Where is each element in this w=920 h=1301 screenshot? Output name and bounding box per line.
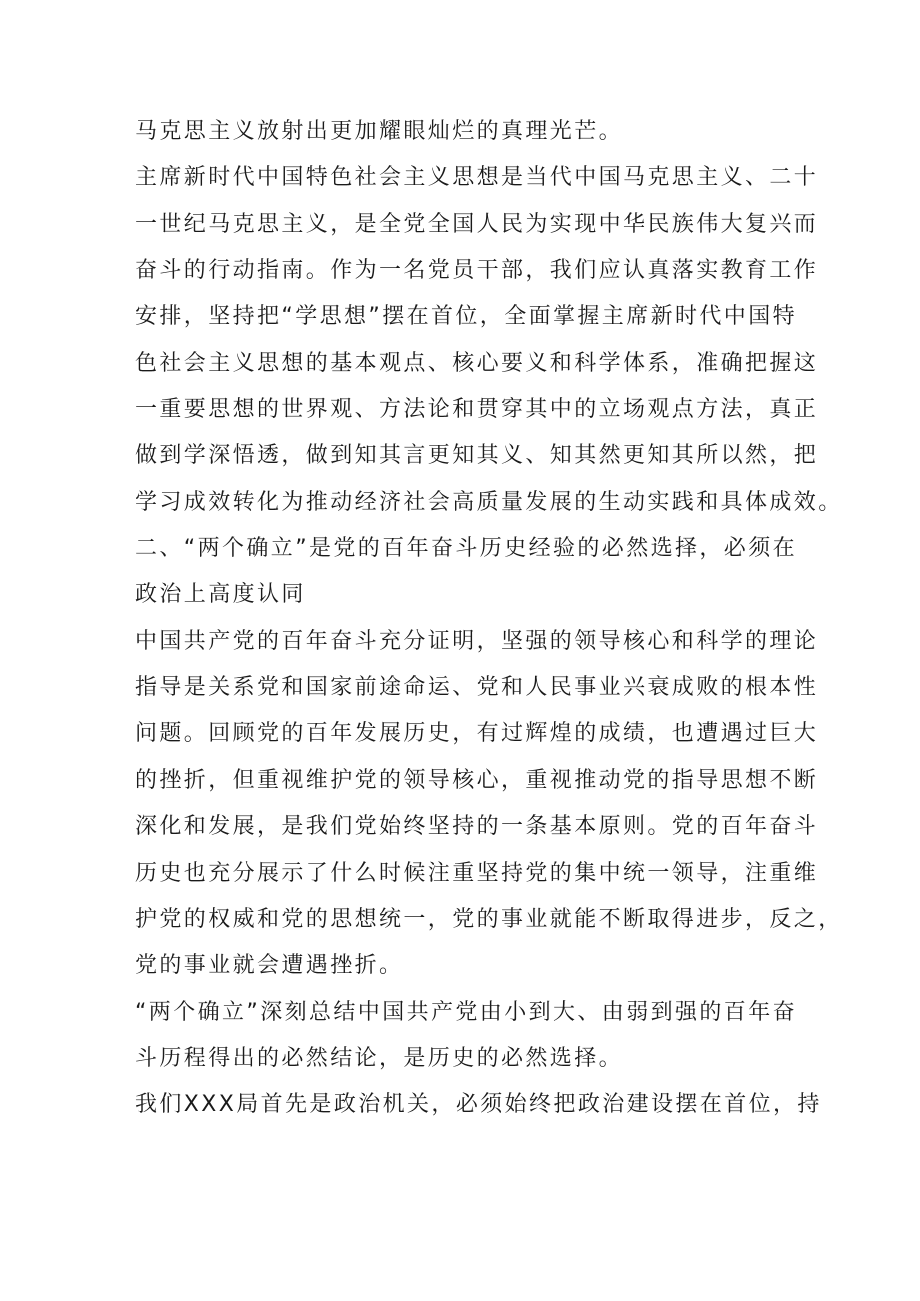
text-line: 一重要思想的世界观、方法论和贯穿其中的立场观点方法，真正	[135, 397, 819, 423]
text-line: 安排，坚持把“学思想”摆在首位，全面掌握主席新时代中国特	[135, 304, 797, 330]
text-line: 色社会主义思想的基本观点、核心要义和科学体系，准确把握这	[135, 350, 819, 376]
section-heading-line: 二、“两个确立”是党的百年奋斗历史经验的必然选择，必须在	[135, 536, 797, 562]
section-heading-line: 政治上高度认同	[135, 582, 306, 608]
text-line: 斗历程得出的必然结论，是历史的必然选择。	[135, 1045, 624, 1071]
text-line: 中国共产党的百年奋斗充分证明，坚强的领导核心和科学的理论	[135, 628, 819, 654]
text-line: 一世纪马克思主义，是全党全国人民为实现中华民族伟大复兴而	[135, 211, 819, 237]
text-line: 护党的权威和党的思想统一，党的事业就能不断取得进步，反之，	[135, 906, 843, 932]
text-line: 学习成效转化为推动经济社会高质量发展的生动实践和具体成效。	[135, 489, 843, 515]
text-line: 我们XXX局首先是政治机关，必须始终把政治建设摆在首位，持	[135, 1092, 822, 1118]
text-line: 奋斗的行动指南。作为一名党员干部，我们应认真落实教育工作	[135, 258, 819, 284]
text-line: 主席新时代中国特色社会主义思想是当代中国马克思主义、二十	[135, 165, 819, 191]
text-line: “两个确立”深刻总结中国共产党由小到大、由弱到强的百年奋	[135, 999, 797, 1025]
text-line: 问题。回顾党的百年发展历史，有过辉煌的成绩，也遭遇过巨大	[135, 721, 819, 747]
text-line: 的挫折，但重视维护党的领导核心，重视推动党的指导思想不断	[135, 767, 819, 793]
text-line: 做到学深悟透，做到知其言更知其义、知其然更知其所以然，把	[135, 443, 819, 469]
text-line: 党的事业就会遭遇挫折。	[135, 953, 404, 979]
text-line: 指导是关系党和国家前途命运、党和人民事业兴衰成败的根本性	[135, 675, 819, 701]
text-line: 深化和发展，是我们党始终坚持的一条基本原则。党的百年奋斗	[135, 814, 819, 840]
document-body	[135, 109, 843, 1129]
text-line: 历史也充分展示了什么时候注重坚持党的集中统一领导，注重维	[135, 860, 819, 886]
text-line: 马克思主义放射出更加耀眼灿烂的真理光芒。	[135, 119, 624, 144]
